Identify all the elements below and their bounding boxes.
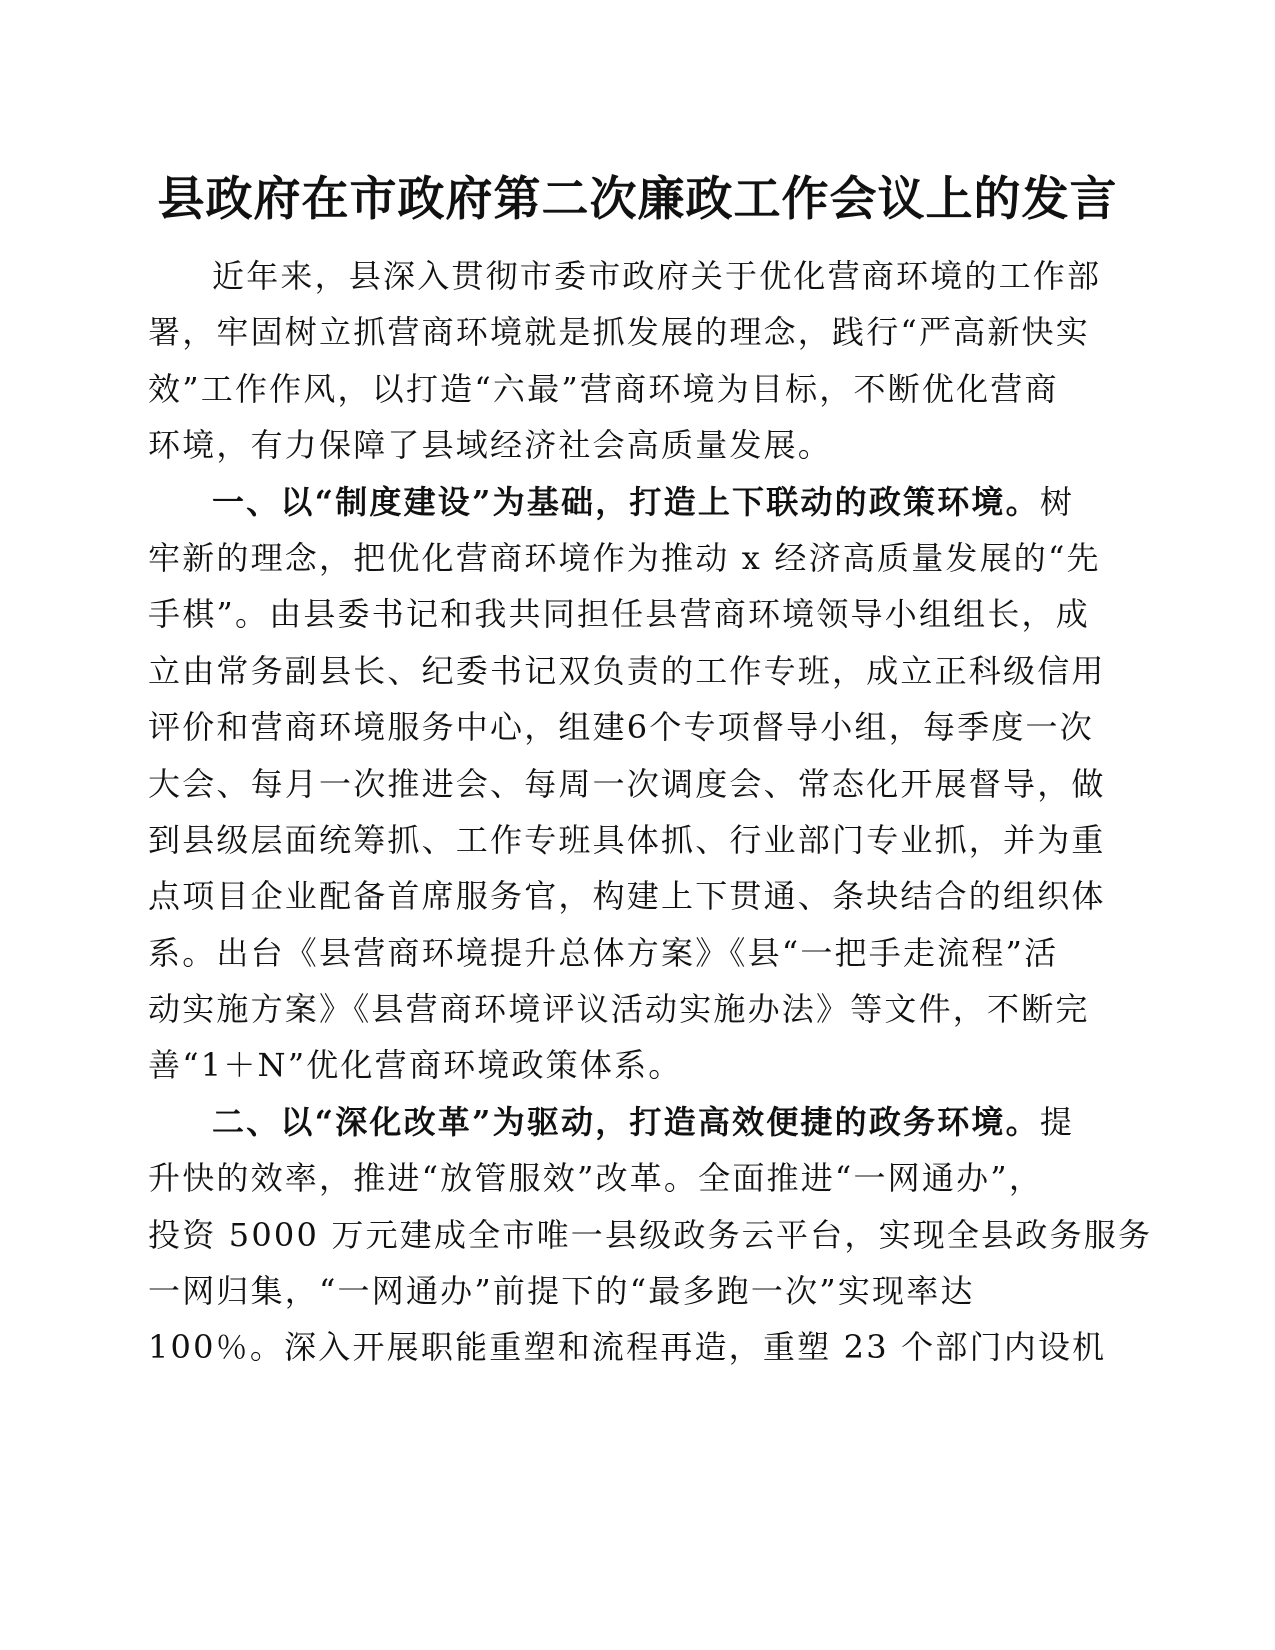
section1-first-line-tail: 树 bbox=[1039, 482, 1075, 521]
intro-line: 近年来，县深入贯彻市委市政府关于优化营商环境的工作部 bbox=[212, 257, 1102, 295]
section1-line: 大会、每月一次推进会、每周一次调度会、常态化开展督导，做 bbox=[148, 764, 1106, 803]
section2-heading: 二、以“深化改革”为驱动，打造高效便捷的政务环境。 bbox=[212, 1102, 1040, 1141]
section1-first-line bbox=[148, 474, 1075, 530]
intro-line: 环境，有力保障了县域经济社会高质量发展。 bbox=[148, 426, 833, 465]
section2-first-line bbox=[148, 1094, 1075, 1150]
section1-line: 评价和营商环境服务中心，组建6个专项督导小组，每季度一次 bbox=[148, 708, 1094, 747]
section2-line: 一网归集，“一网通办”前提下的“最多跑一次”实现率达 bbox=[148, 1272, 975, 1311]
section1-line: 系。出台《县营商环境提升总体方案》《县“一把手走流程”活 bbox=[148, 933, 1059, 972]
intro-line: 效”工作作风，以打造“六最”营商环境为目标，不断优化营商 bbox=[148, 369, 1059, 408]
section1-line: 手棋”。由县委书记和我共同担任县营商环境领导小组组长，成 bbox=[148, 595, 1090, 634]
section1-heading: 一、以“制度建设”为基础，打造上下联动的政策环境。 bbox=[212, 482, 1040, 521]
section1-line: 牢新的理念，把优化营商环境作为推动 x 经济高质量发展的“先 bbox=[148, 538, 1101, 577]
section1-line: 点项目企业配备首席服务官，构建上下贯通、条块结合的组织体 bbox=[148, 877, 1106, 916]
document-title: 县政府在市政府第二次廉政工作会议上的发言 bbox=[157, 172, 1118, 227]
intro-line: 署，牢固树立抓营商环境就是抓发展的理念，践行“严高新快实 bbox=[148, 313, 1090, 352]
section1-line: 善“1＋N”优化营商环境政策体系。 bbox=[148, 1046, 683, 1085]
section1-line: 到县级层面统筹抓、工作专班具体抓、行业部门专业抓，并为重 bbox=[148, 820, 1106, 859]
document-body bbox=[148, 248, 1153, 1376]
section2-first-line-tail: 提 bbox=[1039, 1102, 1075, 1141]
section2-line: 升快的效率，推进“放管服效”改革。全面推进“一网通办”， bbox=[148, 1159, 1044, 1198]
section2-line: 投资 5000 万元建成全市唯一县级政务云平台，实现全县政务服务 bbox=[148, 1215, 1153, 1254]
section1-line: 立由常务副县长、纪委书记双负责的工作专班，成立正科级信用 bbox=[148, 651, 1106, 690]
section1-line: 动实施方案》《县营商环境评议活动实施办法》等文件，不断完 bbox=[148, 990, 1090, 1029]
section2-line: 100％。深入开展职能重塑和流程再造，重塑 23 个部门内设机 bbox=[148, 1328, 1107, 1367]
